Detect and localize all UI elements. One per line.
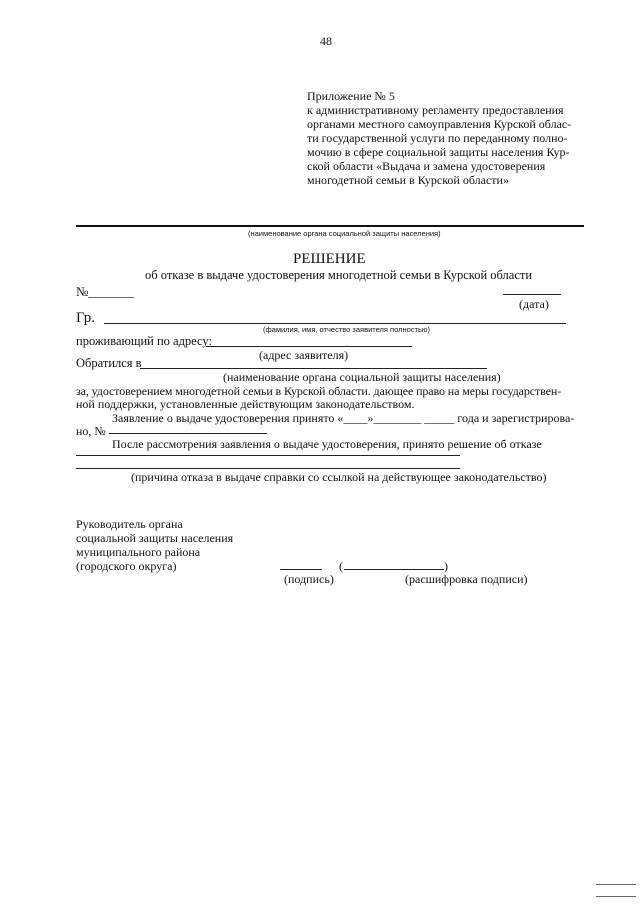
appendix-line-6: многодетной семьи в Курской области»: [307, 173, 509, 187]
decision-line: После рассмотрения заявления о выдаче удостоверения, принято решение об отказе: [112, 437, 542, 451]
applied-label: Обратился в: [76, 356, 142, 370]
address-caption: (адрес заявителя): [259, 348, 349, 362]
application-line: Заявление о выдаче удостоверения принято «____»________ _____ года и зарегистрирова-: [112, 411, 575, 425]
number-field: №_______: [76, 284, 134, 299]
registration-label: но, №: [76, 424, 106, 438]
signatory-line-3: муниципального района: [76, 545, 201, 559]
signatory-line-4: (городского округа): [76, 559, 177, 573]
paragraph-line-1: за, удостоверением многодетной семьи в Курской области. дающее право на меры государствен-: [76, 384, 562, 398]
transcript-open-paren: (: [339, 559, 343, 573]
margin-mark-1: [596, 884, 636, 885]
appendix-line-1: к административному регламенту предоставления: [307, 103, 564, 117]
appendix-line-2: органами местного самоуправления Курской облас-: [307, 117, 572, 131]
agency-name-caption: (наименование органа социальной защиты населения): [248, 229, 441, 238]
decision-reason-line-2: [76, 468, 460, 469]
citizen-label: Гр.: [76, 310, 95, 326]
margin-mark-2: [596, 896, 636, 897]
paragraph-line-2: ной поддержки, установленные действующим законодательством.: [76, 397, 415, 411]
signature-caption: (подпись): [284, 572, 334, 586]
transcript-caption: (расшифровка подписи): [405, 572, 528, 586]
signatory-line-1: Руководитель органа: [76, 517, 183, 531]
residing-label: проживающий по адресу:: [76, 334, 212, 348]
document-subtitle: об отказе в выдаче удостоверения многодетной семьи в Курской области: [145, 268, 533, 282]
address-line: [206, 346, 412, 347]
appendix-line-4: мочию в сфере социальной защиты населения Кур-: [307, 145, 570, 159]
date-caption: (дата): [519, 297, 549, 311]
appendix-line-5: ской области «Выдача и замена удостоверения: [307, 159, 546, 173]
citizen-name-caption: (фамилия, имя, отчество заявителя полностью): [263, 325, 431, 334]
transcript-line: [344, 569, 444, 570]
decision-reason-line-1: [76, 455, 460, 456]
agency-applied-caption: (наименование органа социальной защиты населения): [223, 370, 501, 384]
page-number: 48: [320, 34, 332, 48]
date-line: [503, 294, 561, 295]
signatory-line-2: социальной защиты населения: [76, 531, 234, 545]
agency-name-line: [76, 225, 584, 227]
appendix-line-3: ти государственной услуги по переданному полно-: [307, 131, 568, 145]
citizen-name-line: [104, 323, 566, 324]
registration-number-line: [109, 433, 267, 434]
appendix-title: Приложение № 5: [307, 89, 395, 103]
transcript-close-paren: ): [444, 559, 448, 573]
agency-applied-line: [140, 368, 487, 369]
reason-caption: (причина отказа в выдаче справки со ссылкой на действующее законодательство): [131, 470, 547, 484]
document-title: РЕШЕНИЕ: [293, 251, 366, 267]
signature-line: [280, 569, 322, 570]
